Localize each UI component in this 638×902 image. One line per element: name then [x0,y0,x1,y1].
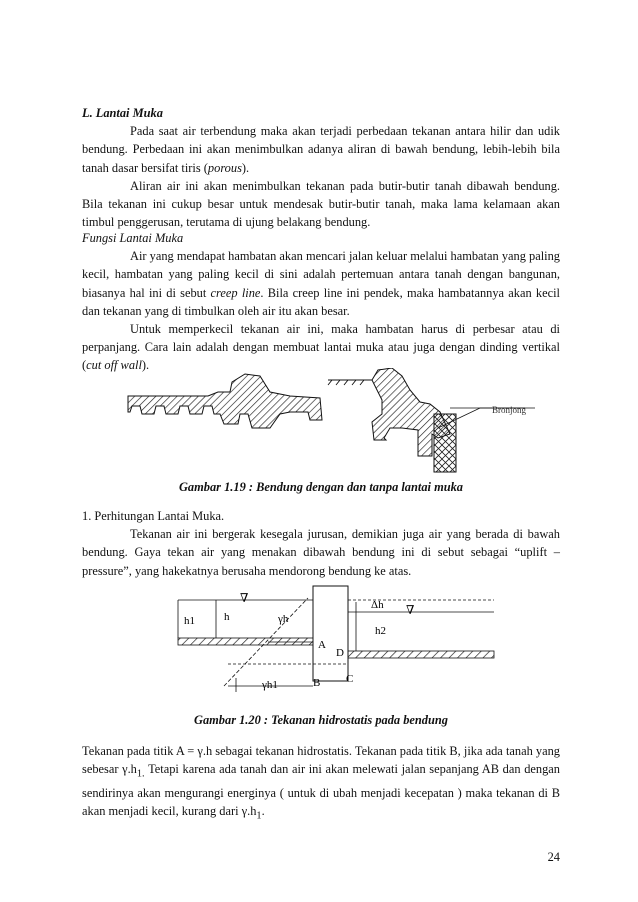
section-fungsi [82,229,560,375]
paragraph: Untuk memperkecil tekanan air ini, maka hambatan harus di perbesar atau di perpanjang. Cara lain adalah dengan membuat lantai muka atau juga dengan dinding vertikal (cut off wall). [82,322,560,373]
label-delta-h: Δh [371,599,384,611]
label-h2: h2 [375,625,386,637]
label-h: h [224,611,230,623]
svg-text:∇: ∇ [406,603,415,617]
paragraph: Pada saat air terbendung maka akan terjadi perbedaan tekanan antara hilir dan udik bendung. Perbedaan ini akan menimbulkan adanya aliran di bawah bendung, lebih-lebih bila tanah dasar bersifat tiris (porous). [82,124,560,175]
ground-hatch-right [328,380,364,385]
figure-hydrostatic-pressure [168,582,508,694]
section-perhitungan [82,507,560,580]
figure-weir-with-without-apron [120,368,540,478]
label-D: D [336,647,344,659]
label-bronjong: Bronjong [492,405,527,415]
soil-upstream [178,638,313,645]
section-title: L. Lantai Muka [82,106,163,120]
page-number: 24 [547,850,560,864]
subsection-title: Fungsi Lantai Muka [82,231,184,245]
figure-caption-1: Gambar 1.19 : Bendung dengan dan tanpa lantai muka [178,480,463,494]
section-lantai-muka [82,104,560,231]
label-A: A [318,639,326,651]
label-C: C [346,673,354,685]
label-h1: h1 [184,615,195,627]
bronjong-block [434,414,456,472]
label-gamma-h1: γh1 [262,679,278,691]
paragraph: Air yang mendapat hambatan akan mencari jalan keluar melalui hambatan yang paling kecil, hambatan yang paling kecil di sini adalah pertemuan antara tanah dengan bangunan, biasanya hal ini di sebut creep line. Bila creep line ini pendek, maka hambatannya akan kecil dan tekanan yang di timbulkan oleh air itu akan besar. [82,249,561,318]
label-B: B [313,677,321,689]
soil-downstream [348,651,494,658]
svg-text:∇: ∇ [240,591,249,605]
weir-body [313,586,348,681]
subsection-title: 1. Perhitungan Lantai Muka. [82,509,225,523]
paragraph: Tekanan pada titik A = γ.h sebagai tekanan hidrostatis. Tekanan pada titik B, jika ada tanah yang sebesar $\gamma.h_{1.}$ Tetapi karena ada tanah dan air ini akan melewati jalan sepanjang AB dan dengan sendirinya akan mengurangi energinya ( untuk di ubah menjadi kecepatan ) maka tekanan di B akan menjadi kecil, kurang dari $\gamma.h_1$. [82,744,560,822]
weir-body-left [128,374,322,428]
figure-caption-2: Gambar 1.20 : Tekanan hidrostatis pada bendung [194,713,448,727]
closing-paragraph [82,742,560,826]
paragraph: Tekanan air ini bergerak kesegala jurusan, demikian juga air yang berada di bawah bendung. Gaya tekan air yang menakan dibawah bendung ini di sebut sebagai “uplift – pressure”, yang hakekatnya berusaha mendorong bendung ke atas. [82,527,560,578]
paragraph: Aliran air ini akan menimbulkan tekanan pada butir-butir tanah dibawah bendung. Bila tekanan ini cukup besar untuk mendesak butir-butir tanah, maka lama kelamaan akan timbul penggerusan, terutama di ujung belakang bendung. [82,178,560,230]
label-gamma-h: γh [278,613,289,625]
